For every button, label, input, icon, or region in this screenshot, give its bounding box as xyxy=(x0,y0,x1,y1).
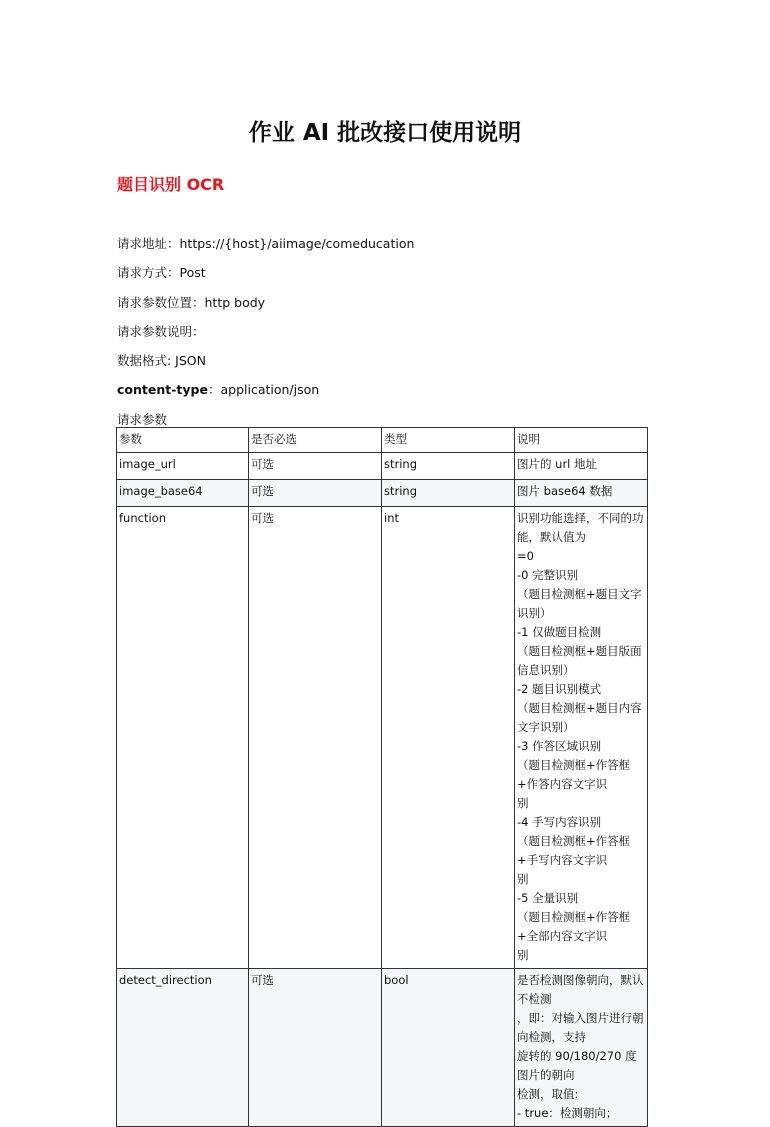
request-method-line: 请求方式：Post xyxy=(117,265,206,280)
desc-line: ，即：对输入图片进行朝向检测，支持 xyxy=(517,1011,644,1044)
param-name: image_url xyxy=(117,453,249,480)
desc-line: -3 作答区域识别 xyxy=(517,739,602,753)
param-type: string xyxy=(382,453,515,480)
header-type: 类型 xyxy=(382,428,515,453)
desc-line: -5 全量识别 xyxy=(517,891,579,905)
header-required: 是否必选 xyxy=(249,428,382,453)
table-header-row xyxy=(117,428,648,453)
request-params-heading: 请求参数 xyxy=(117,412,168,427)
params-table xyxy=(116,427,648,1127)
header-desc: 说明 xyxy=(515,428,648,453)
desc-line: 识别功能选择，不同的功能，默认值为 xyxy=(517,511,644,544)
param-required: 可选 xyxy=(249,453,382,480)
desc-line: - true：检测朝向； xyxy=(517,1106,618,1120)
desc-line: （题目检测框+作答框+全部内容文字识 xyxy=(517,910,631,943)
header-param: 参数 xyxy=(117,428,249,453)
desc-line: -0 完整识别 xyxy=(517,568,579,582)
section-heading: 题目识别 OCR xyxy=(117,175,225,194)
table-row xyxy=(117,480,648,507)
desc-line: 是否检测图像朝向，默认不检测 xyxy=(517,973,644,1006)
desc-line: 别 xyxy=(517,948,529,962)
content-type-label: content-type xyxy=(117,382,208,397)
desc-line: 别 xyxy=(517,872,529,886)
param-required: 可选 xyxy=(249,969,382,1127)
desc-line: 别 xyxy=(517,796,529,810)
desc-line: 图片 base64 数据 xyxy=(517,484,613,498)
param-location-line: 请求参数位置：http body xyxy=(117,295,266,310)
desc-line: =0 xyxy=(517,549,534,563)
table-row xyxy=(117,507,648,969)
param-type: bool xyxy=(382,969,515,1127)
desc-line: （题目检测框+作答框+作答内容文字识 xyxy=(517,758,631,791)
request-url-line: 请求地址：https://{host}/aiimage/comeducation xyxy=(117,236,415,251)
desc-line: （题目检测框+题目文字识别） xyxy=(517,587,642,620)
desc-line: -2 题目识别模式 xyxy=(517,682,602,696)
param-type: string xyxy=(382,480,515,507)
content-type-value: ：application/json xyxy=(207,382,320,397)
param-desc xyxy=(515,480,648,507)
param-description-line: 请求参数说明： xyxy=(117,324,205,339)
desc-line: （题目检测框+题目版面信息识别） xyxy=(517,644,642,677)
param-name: function xyxy=(117,507,249,969)
param-required: 可选 xyxy=(249,507,382,969)
param-name: image_base64 xyxy=(117,480,249,507)
desc-line: 旋转的 90/180/270 度图片的朝向 xyxy=(517,1049,637,1082)
param-desc xyxy=(515,507,648,969)
desc-line: （题目检测框+题目内容文字识别） xyxy=(517,701,642,734)
desc-line: -4 手写内容识别 xyxy=(517,815,602,829)
param-type: int xyxy=(382,507,515,969)
document-title: 作业 AI 批改接口使用说明 xyxy=(248,120,522,146)
data-format-line: 数据格式: JSON xyxy=(117,353,206,368)
param-name: detect_direction xyxy=(117,969,249,1127)
content-type-line xyxy=(117,380,319,398)
param-required: 可选 xyxy=(249,480,382,507)
desc-line: （题目检测框+作答框+手写内容文字识 xyxy=(517,834,631,867)
param-desc xyxy=(515,453,648,480)
param-desc xyxy=(515,969,648,1127)
table-row xyxy=(117,969,648,1127)
desc-line: -1 仅做题目检测 xyxy=(517,625,602,639)
desc-line: 检测，取值: xyxy=(517,1087,579,1101)
table-row xyxy=(117,453,648,480)
desc-line: 图片的 url 地址 xyxy=(517,457,598,471)
